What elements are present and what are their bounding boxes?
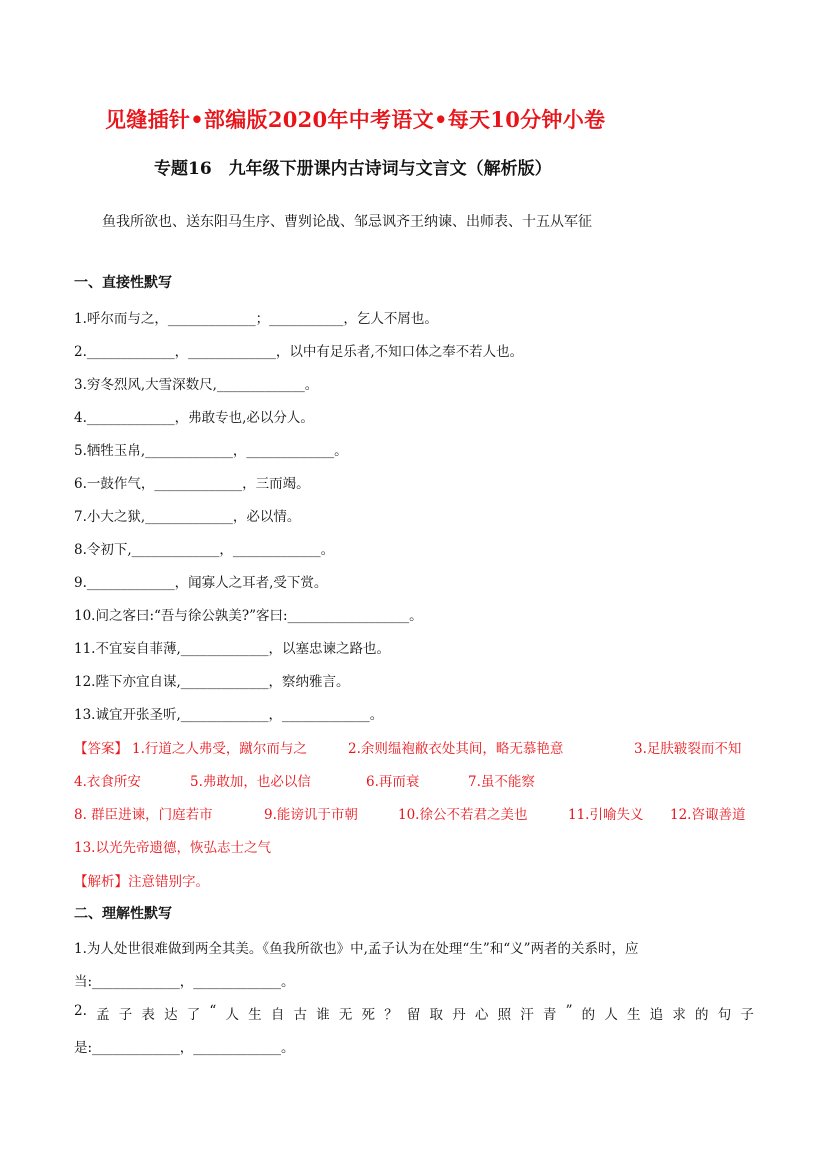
justified-glyph: 留 [406, 1007, 421, 1023]
answer-item: 8. 群臣进谏，门庭若市 [74, 807, 213, 823]
justified-glyph: 的 [695, 1007, 709, 1023]
justified-glyph: 的 [581, 1007, 596, 1023]
justified-glyph: 心 [474, 1007, 489, 1023]
justified-glyph: 追 [649, 1007, 664, 1023]
justified-glyph: 2. [74, 1003, 87, 1019]
answer-item: 1.行道之人弗受，蹴尔而与之 [132, 741, 307, 757]
question-item: 1.呼尔而与之，_____________；___________，乞人不屑也。 [74, 311, 438, 327]
justified-glyph: 孟 [96, 1007, 110, 1023]
justified-glyph: ” [565, 1003, 573, 1019]
section-title-comprehension-recitation: 二、理解性默写 [74, 906, 172, 922]
question-item: 1.为人处世很难做到两全其美。《鱼我所欲也》中,孟子认为在处理“生”和“义”两者的关系时，应 [74, 941, 639, 957]
justified-glyph: “ [209, 1003, 217, 1019]
answer-tag: 【答案】 [74, 741, 128, 757]
page-title: 见缝插针•部编版2020年中考语文•每天10分钟小卷 [105, 107, 606, 132]
question-item: 4._____________，弗敢专也,必以分人。 [74, 410, 314, 426]
section-title-direct-recitation: 一、直接性默写 [74, 275, 172, 291]
question-item: 7.小大之狱,_____________，必以情。 [74, 509, 301, 525]
justified-glyph: 取 [429, 1007, 444, 1023]
justified-glyph: 死 [361, 1007, 376, 1023]
question-item: 5.牺牲玉帛,_____________，_____________。 [74, 443, 348, 459]
question-item: 9._____________，闻寡人之耳者,受下赏。 [74, 575, 328, 591]
analysis-text: 注意错别字。 [128, 874, 209, 890]
justified-glyph: 了 [186, 1007, 201, 1023]
answer-item: 12.咨诹善道 [670, 807, 746, 823]
justified-glyph: 无 [338, 1007, 353, 1023]
justified-glyph: 生 [248, 1007, 262, 1023]
question-item [74, 1003, 754, 1023]
topic-list: 鱼我所欲也、送东阳马生序、曹刿论战、邹忌讽齐王纳谏、出师表、十五从军征 [102, 214, 592, 230]
question-item: 8.令初下,_____________，_____________。 [74, 542, 335, 558]
answer-item: 4.衣食所安 [74, 774, 141, 790]
justified-glyph: 照 [497, 1007, 512, 1023]
justified-glyph: 人 [225, 1007, 239, 1023]
answer-item: 7.虽不能察 [468, 774, 535, 790]
question-item: 3.穷冬烈风,大雪深数尺,_____________。 [74, 377, 319, 393]
question-item-continuation: 当:_____________，_____________。 [74, 974, 295, 990]
question-item: 13.诚宜开张圣听,_____________，_____________。 [74, 707, 384, 723]
answer-item: 2.余则缊袍敝衣处其间，略无慕艳意 [348, 741, 564, 757]
justified-glyph: 汗 [520, 1007, 534, 1023]
justified-glyph: 求 [672, 1007, 686, 1023]
answer-item: 5.弗敢加，也必以信 [190, 774, 311, 790]
justified-glyph: 表 [141, 1007, 155, 1023]
justified-glyph: 子 [118, 1007, 133, 1023]
justified-glyph: 达 [164, 1007, 178, 1023]
question-item: 6.一鼓作气，_____________，三而竭。 [74, 476, 310, 492]
question-item-continuation: 是:_____________，_____________。 [74, 1040, 295, 1056]
justified-glyph: 丹 [452, 1007, 466, 1023]
answer-item: 11.引喻失义 [568, 807, 644, 823]
question-item: 2._____________，_____________，以中有足乐者,不知口体之奉不若人也。 [74, 344, 524, 360]
answer-item: 3.足肤皲裂而不知 [634, 741, 742, 757]
justified-glyph: 古 [293, 1007, 308, 1023]
analysis-tag: 【解析】 [74, 874, 128, 890]
justified-glyph: 谁 [316, 1007, 330, 1023]
answer-item: 9.能谤讥于市朝 [264, 807, 358, 823]
justified-glyph: 自 [270, 1007, 285, 1023]
question-item: 12.陛下亦宜自谋,_____________，察纳雅言。 [74, 674, 350, 690]
question-item: 10.问之客曰:“吾与徐公孰美?”客曰:__________________。 [74, 608, 423, 624]
justified-glyph: 人 [604, 1007, 618, 1023]
answer-item: 10.徐公不若君之美也 [398, 807, 528, 823]
question-item: 11.不宜妄自菲薄,_____________，以塞忠谏之路也。 [74, 641, 391, 657]
analysis-row [74, 870, 209, 890]
justified-glyph: 子 [740, 1007, 754, 1023]
justified-line [74, 1003, 754, 1023]
answer-item: 6.再而衰 [366, 774, 420, 790]
justified-glyph: 生 [627, 1007, 641, 1023]
justified-glyph: 青 [542, 1007, 557, 1023]
page-subtitle: 专题16 九年级下册课内古诗词与文言文（解析版） [154, 159, 552, 179]
justified-glyph: ？ [384, 1007, 398, 1023]
justified-glyph: 句 [717, 1007, 732, 1023]
answer-item: 13.以光先帝遗德，恢弘志士之气 [74, 840, 271, 856]
